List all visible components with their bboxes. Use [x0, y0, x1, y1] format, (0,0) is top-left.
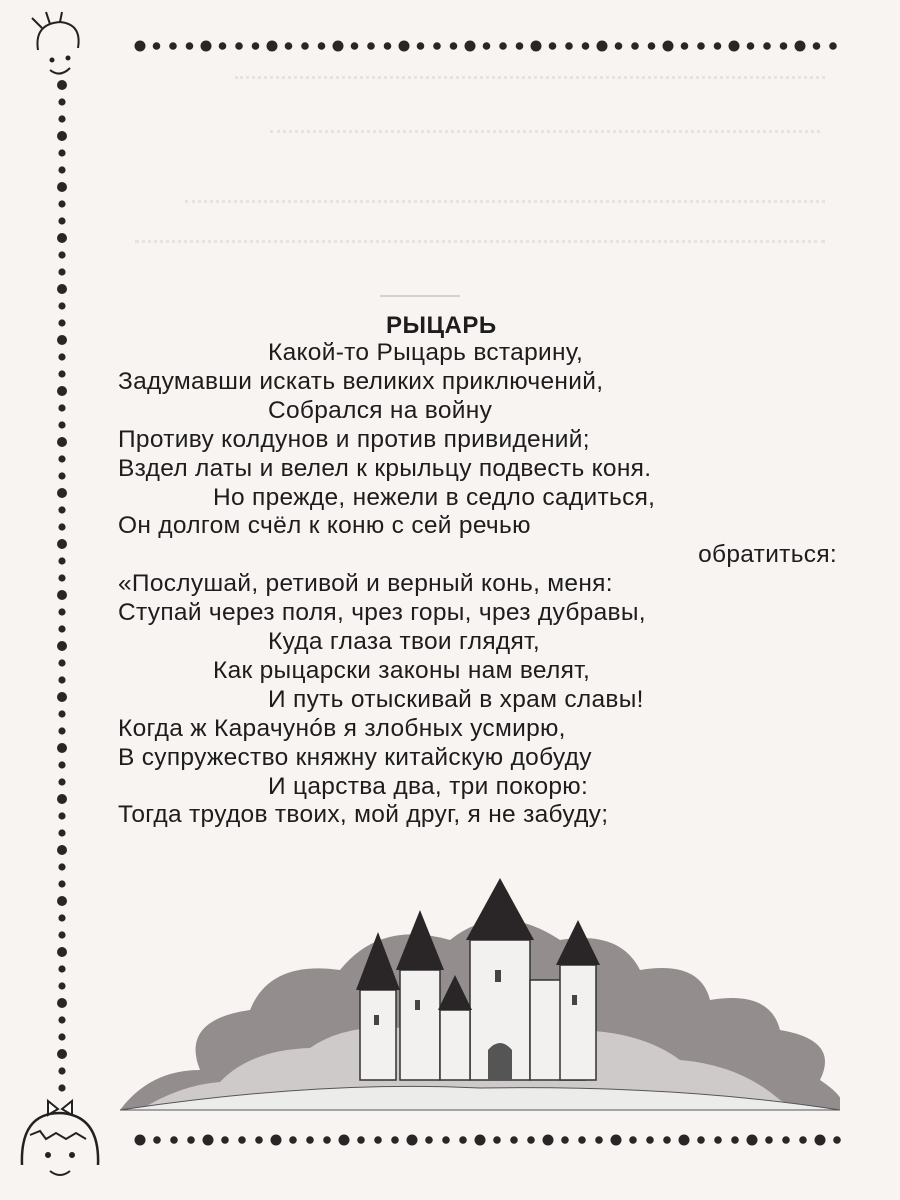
border-dot: [450, 42, 458, 50]
border-dot: [57, 794, 67, 804]
border-dot: [399, 41, 410, 52]
border-dot: [58, 1067, 65, 1074]
poem-line: Задумавши искать великих приключений,: [118, 367, 604, 395]
border-dot: [57, 590, 67, 600]
border-dot: [58, 421, 65, 428]
border-dot: [475, 1135, 486, 1146]
border-dot: [795, 41, 806, 52]
border-dot: [763, 42, 771, 50]
border-dot: [565, 42, 573, 50]
border-dot: [285, 42, 293, 50]
border-dot: [58, 659, 65, 666]
border-dot: [301, 42, 309, 50]
poem-line: Какой-то Рыцарь встарину,: [268, 339, 584, 366]
border-dot: [615, 42, 623, 50]
border-dot: [648, 42, 656, 50]
border-dot: [629, 1136, 637, 1144]
border-dot: [531, 41, 542, 52]
border-dot: [663, 1136, 671, 1144]
border-dot: [493, 1136, 501, 1144]
border-dot: [58, 710, 65, 717]
border-dot: [780, 42, 788, 50]
border-dot: [813, 42, 821, 50]
border-dot: [714, 1136, 722, 1144]
poem-line: Ступай через поля, чрез горы, чрез дубравы,: [118, 599, 646, 627]
girl-face-icon: [20, 10, 100, 90]
border-dot: [252, 42, 260, 50]
border-dot: [57, 896, 67, 906]
border-dot: [58, 1033, 65, 1040]
border-dot: [595, 1136, 603, 1144]
border-dot: [58, 863, 65, 870]
border-dot: [442, 1136, 450, 1144]
border-dot: [829, 42, 837, 50]
poem-line: В супружество княжну китайскую добуду: [118, 743, 592, 771]
border-dot: [747, 1135, 758, 1146]
border-dot: [57, 845, 67, 855]
border-dot: [57, 947, 67, 957]
border-dot: [153, 42, 161, 50]
castle-illustration: [120, 870, 840, 1120]
poem-line: Тогда трудов твоих, мой друг, я не забуду;: [118, 801, 609, 829]
border-dot: [465, 41, 476, 52]
border-dot: [58, 812, 65, 819]
poem-line: И царства два, три покорю:: [268, 772, 589, 800]
border-dot: [333, 41, 344, 52]
poem-line: Собрался на войну: [268, 396, 493, 424]
border-dot: [255, 1136, 263, 1144]
border-dot: [58, 370, 65, 377]
border-dot: [499, 42, 507, 50]
border-dot: [384, 42, 392, 50]
border-dot: [58, 982, 65, 989]
poem-line: И путь отыскивай в храм славы!: [268, 685, 644, 713]
border-dot: [646, 1136, 654, 1144]
border-dot: [169, 42, 177, 50]
border-dot: [153, 1136, 161, 1144]
border-dot: [58, 557, 65, 564]
border-dot: [58, 506, 65, 513]
border-dot: [58, 472, 65, 479]
border-dot: [391, 1136, 399, 1144]
border-dot: [697, 1136, 705, 1144]
border-dot: [306, 1136, 314, 1144]
border-dot: [57, 131, 67, 141]
border-dot: [57, 233, 67, 243]
poem-line: обратиться:: [698, 541, 837, 569]
border-dot: [597, 41, 608, 52]
border-dot: [815, 1135, 826, 1146]
border-dot: [578, 1136, 586, 1144]
girl-face-icon: [10, 1095, 110, 1195]
border-dot: [58, 931, 65, 938]
border-dot: [58, 761, 65, 768]
border-dot: [561, 1136, 569, 1144]
border-dot: [187, 1136, 195, 1144]
poem-line: Как рыцарски законы нам велят,: [213, 656, 591, 684]
border-dot: [221, 1136, 229, 1144]
border-dot: [271, 1135, 282, 1146]
border-dot: [57, 998, 67, 1008]
border-dot: [782, 1136, 790, 1144]
border-dot: [57, 182, 67, 192]
border-dot: [527, 1136, 535, 1144]
border-dot: [135, 1135, 146, 1146]
border-dot: [289, 1136, 297, 1144]
border-dot: [58, 319, 65, 326]
border-dot: [58, 98, 65, 105]
border-dot: [543, 1135, 554, 1146]
border-dot: [58, 727, 65, 734]
border-dot: [425, 1136, 433, 1144]
border-dot: [57, 335, 67, 345]
poem-line: Вздел латы и велел к крыльцу подвесть коня.: [118, 454, 652, 482]
border-dot: [323, 1136, 331, 1144]
border-dot: [57, 641, 67, 651]
border-dot: [374, 1136, 382, 1144]
border-dot: [417, 42, 425, 50]
border-dot: [58, 251, 65, 258]
border-dot: [765, 1136, 773, 1144]
border-dot: [483, 42, 491, 50]
border-dot: [582, 42, 590, 50]
border-dot: [58, 353, 65, 360]
border-dot: [357, 1136, 365, 1144]
border-dot: [267, 41, 278, 52]
poem-line: Когда ж Карачунóв я злобных усмирю,: [118, 714, 566, 742]
border-dot: [58, 404, 65, 411]
poem-title: РЫЦАРЬ: [386, 312, 497, 339]
border-dot: [729, 41, 740, 52]
border-dot: [407, 1135, 418, 1146]
border-dot: [58, 1016, 65, 1023]
border-dot: [186, 42, 194, 50]
border-dot: [58, 149, 65, 156]
border-dot: [203, 1135, 214, 1146]
border-dot: [351, 42, 359, 50]
border-dot: [57, 1049, 67, 1059]
border-dot: [681, 42, 689, 50]
border-dot: [833, 1136, 841, 1144]
border-dot: [516, 42, 524, 50]
poem-line: Он долгом счёл к коню с сей речью: [118, 512, 531, 540]
border-dot: [58, 166, 65, 173]
border-dot: [697, 42, 705, 50]
border-dot: [58, 1084, 65, 1091]
border-dot: [58, 115, 65, 122]
border-dot: [57, 437, 67, 447]
border-dot: [58, 268, 65, 275]
border-dot: [339, 1135, 350, 1146]
border-dot: [611, 1135, 622, 1146]
poem-line: Куда глаза твои глядят,: [268, 628, 540, 655]
border-dot: [57, 539, 67, 549]
poem-line: «Послушай, ретивой и верный конь, меня:: [118, 570, 613, 598]
border-dot: [58, 914, 65, 921]
border-dot: [135, 41, 146, 52]
border-dot: [57, 284, 67, 294]
border-dot: [58, 608, 65, 615]
border-dot: [58, 625, 65, 632]
border-dot: [549, 42, 557, 50]
border-dot: [57, 743, 67, 753]
border-dot: [747, 42, 755, 50]
border-dot: [219, 42, 227, 50]
border-dot: [58, 302, 65, 309]
border-dot: [58, 200, 65, 207]
border-dot: [58, 880, 65, 887]
border-dot: [58, 523, 65, 530]
border-dot: [235, 42, 243, 50]
border-dot: [799, 1136, 807, 1144]
border-dot: [58, 676, 65, 683]
border-dot: [57, 488, 67, 498]
border-dot: [57, 692, 67, 702]
border-dot: [201, 41, 212, 52]
border-dot: [57, 386, 67, 396]
border-dot: [631, 42, 639, 50]
poem-line: Но прежде, нежели в седло садиться,: [213, 483, 656, 511]
border-dot: [433, 42, 441, 50]
poem-line: Противу колдунов и против привидений;: [118, 425, 590, 453]
border-dot: [170, 1136, 178, 1144]
border-dot: [679, 1135, 690, 1146]
border-dot: [663, 41, 674, 52]
border-dot: [714, 42, 722, 50]
border-dot: [318, 42, 326, 50]
border-dot: [58, 574, 65, 581]
border-dot: [58, 829, 65, 836]
border-dot: [367, 42, 375, 50]
border-dot: [731, 1136, 739, 1144]
border-dot: [58, 455, 65, 462]
border-dot: [58, 217, 65, 224]
border-dot: [238, 1136, 246, 1144]
border-dot: [58, 778, 65, 785]
border-dot: [459, 1136, 467, 1144]
border-dot: [510, 1136, 518, 1144]
border-dot: [58, 965, 65, 972]
